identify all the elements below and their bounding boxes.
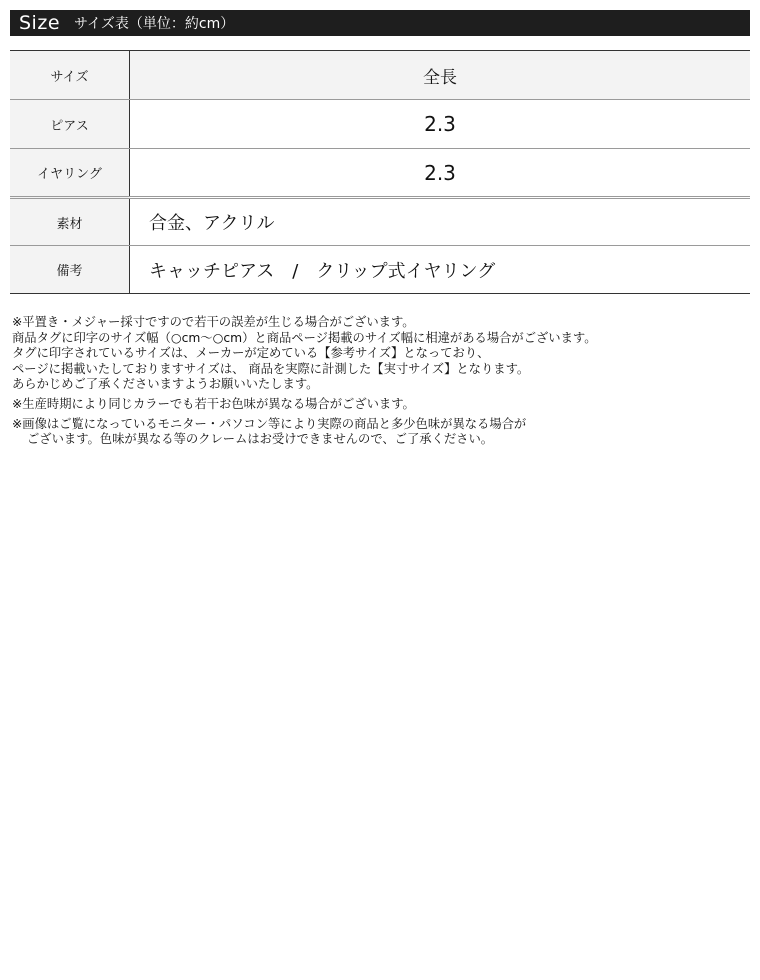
notes-block xyxy=(12,315,748,448)
note-line: ございます。色味が異なる等のクレームはお受けできませんので、ご了承ください。 xyxy=(27,432,494,447)
row-label: ピアス xyxy=(10,100,130,149)
table-row xyxy=(10,100,750,149)
size-header xyxy=(10,10,750,36)
note-line: タグに印字されているサイズは、メーカーが定めている【参考サイズ】となっており、 xyxy=(12,346,490,361)
table-header-row xyxy=(10,51,750,100)
header-value-cell: 全長 xyxy=(130,51,751,100)
note-line: ページに掲載いたしておりますサイズは、 商品を実際に計測した【実寸サイズ】となります。 xyxy=(12,361,530,376)
header-label-cell: サイズ xyxy=(10,51,130,100)
table-row xyxy=(10,149,750,198)
note-line: 商品タグに印字のサイズ幅（○cm〜○cm）と商品ページ掲載のサイズ幅に相違がある場合がございます。 xyxy=(12,330,597,345)
note-line: あらかじめご了承くださいますようお願いいたします。 xyxy=(12,377,319,392)
material-value: 合金、アクリル xyxy=(130,198,751,246)
size-subtitle: サイズ表（単位：約cm） xyxy=(74,16,235,32)
row-value: 2.3 xyxy=(130,100,751,149)
note-line: ※平置き・メジャー採寸ですので若干の誤差が生じる場合がございます。 xyxy=(12,315,415,329)
table-row xyxy=(10,198,750,246)
material-label: 素材 xyxy=(10,198,130,246)
row-value: 2.3 xyxy=(130,149,751,198)
row-label: イヤリング xyxy=(10,149,130,198)
remarks-label: 備考 xyxy=(10,246,130,294)
table-row xyxy=(10,246,750,294)
note-line: ※画像はご覧になっているモニター・パソコン等により実際の商品と多少色味が異なる場合が xyxy=(12,416,527,431)
size-table xyxy=(10,50,750,294)
note-line: ※生産時期により同じカラーでも若干お色味が異なる場合がございます。 xyxy=(12,396,415,411)
size-title: Size xyxy=(19,12,61,34)
remarks-value: キャッチピアス / クリップ式イヤリング xyxy=(130,246,751,294)
